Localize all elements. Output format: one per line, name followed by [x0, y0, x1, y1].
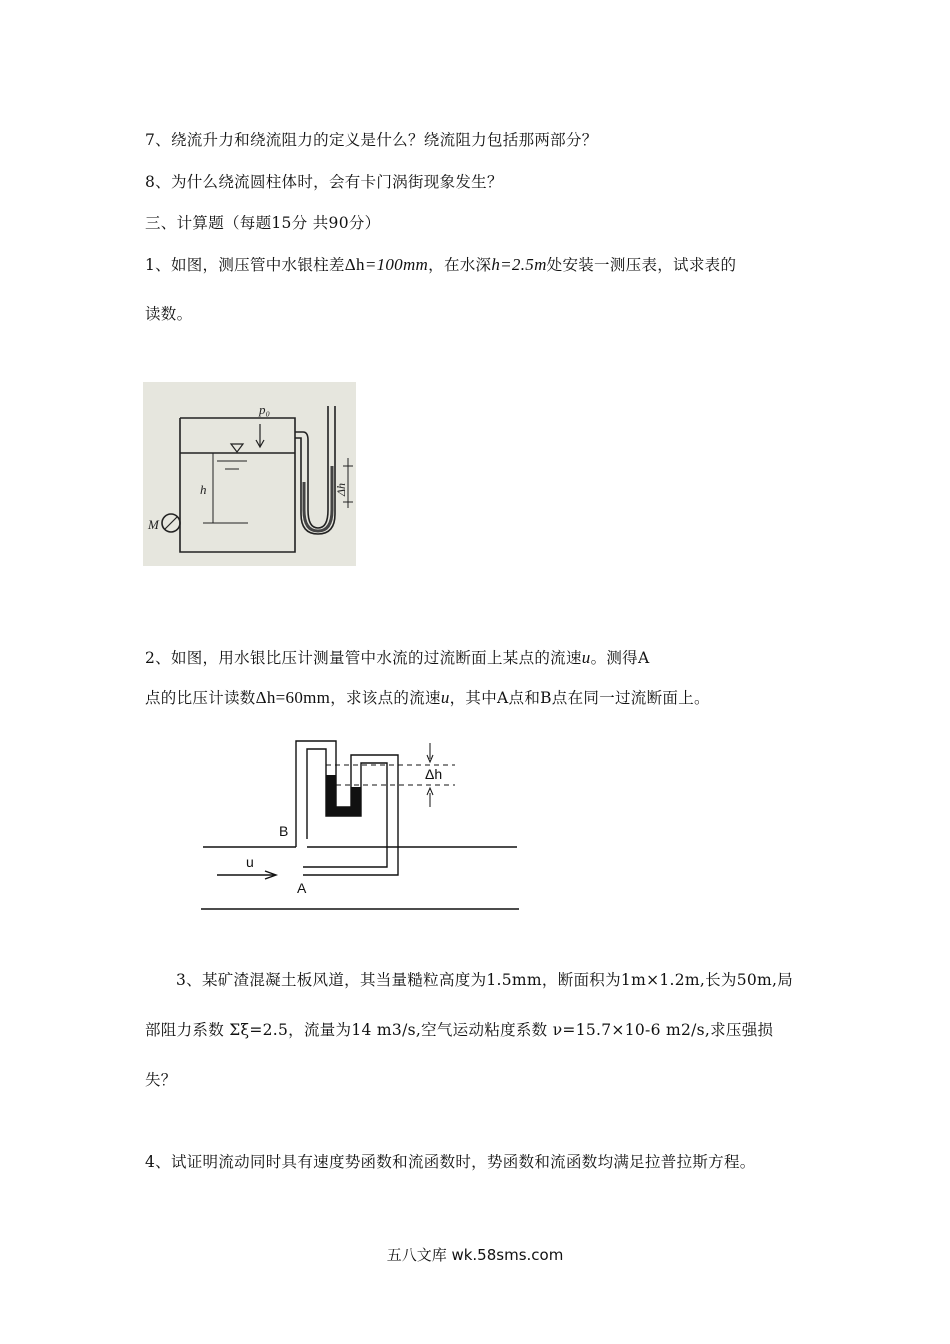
figure-1-manometer	[143, 382, 356, 566]
c1-pre: 1、如图，测压管中水银柱差	[145, 256, 345, 274]
fig1-label-p0: p₀	[259, 402, 271, 417]
fig1-label-dh: Δh	[334, 482, 348, 496]
c2-u-symbol-2: u	[440, 688, 450, 707]
fig2-label-dh: Δh	[425, 766, 443, 782]
c2-line2-post: ，其中A点和B点在同一过流断面上。	[449, 689, 710, 707]
c1-mid: ，在水深	[428, 256, 492, 274]
question-7: 7、绕流升力和绕流阻力的定义是什么？绕流阻力包括那两部分？	[145, 131, 598, 149]
section-heading: 三、计算题（每题15分 共90分）	[145, 214, 381, 232]
fig1-label-M: M	[148, 517, 159, 532]
c1-math-h-value: =2.5m	[500, 255, 547, 274]
figure-2-differential-manometer	[195, 735, 525, 915]
c1-math-dh-value: =100mm	[364, 255, 429, 274]
c2-line1-post: 。测得A	[590, 649, 650, 667]
calc-question-2-line1	[145, 646, 649, 668]
c1-math-dh-symbol: Δh	[344, 255, 365, 274]
c2-line2-pre: 点的比压计读数	[145, 689, 256, 707]
fig2-label-B: B	[279, 823, 289, 839]
c2-u-symbol: u	[581, 648, 591, 667]
question-8: 8、为什么绕流圆柱体时，会有卡门涡街现象发生？	[145, 173, 503, 191]
calc-question-3-line1: 3、某矿渣混凝土板风道，其当量糙粒高度为1.5mm，断面积为1m×1.2m,长为50m,局	[176, 971, 794, 989]
calc-question-3-line2: 部阻力系数 Σξ=2.5，流量为14 m3/s,空气运动粘度系数 ν=15.7×10-6 m2/s,求压强损	[145, 1021, 774, 1039]
c2-dh-value: =60mm	[275, 688, 331, 707]
calc-question-4: 4、试证明流动同时具有速度势函数和流函数时，势函数和流函数均满足拉普拉斯方程。	[145, 1153, 756, 1171]
c2-line1-pre: 2、如图，用水银比压计测量管中水流的过流断面上某点的流速	[145, 649, 582, 667]
fig2-label-u: u	[246, 854, 254, 870]
calc-question-1	[145, 253, 736, 275]
c1-math-h-symbol: h	[491, 255, 501, 274]
c2-line2-mid: ，求该点的流速	[330, 689, 441, 707]
calc-question-2-line2	[145, 686, 710, 708]
calc-question-1-line2: 读数。	[145, 305, 193, 323]
fig2-label-A: A	[297, 880, 307, 896]
fig1-label-h: h	[200, 482, 207, 497]
c1-post: 处安装一测压表，试求表的	[546, 256, 737, 274]
calc-question-3-line3: 失？	[145, 1071, 177, 1089]
c2-dh-symbol: Δh	[255, 688, 276, 707]
footer-watermark: 五八文库 wk.58sms.com	[386, 1246, 564, 1264]
